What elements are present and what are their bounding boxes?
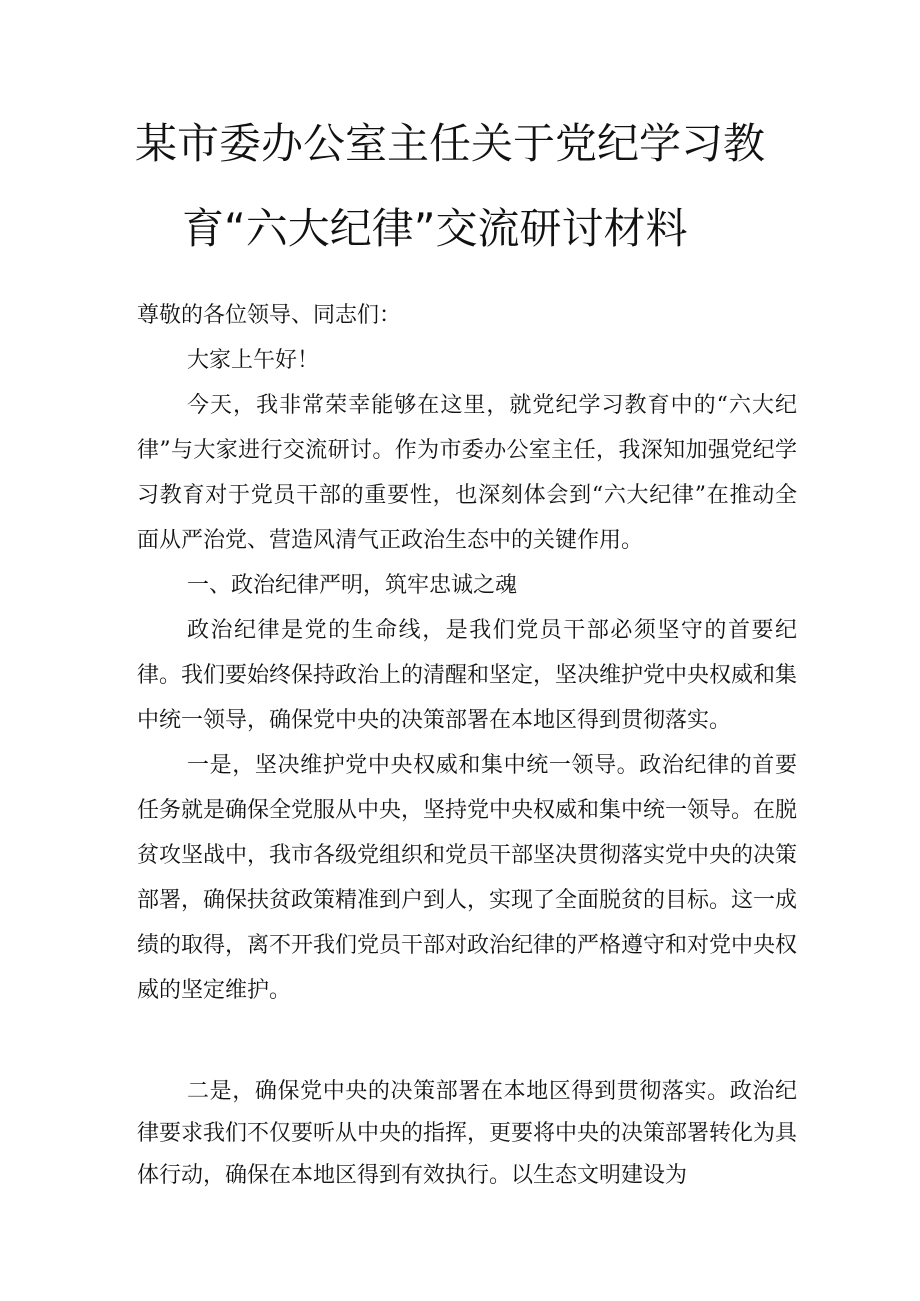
- greeting: 大家上午好！: [187, 348, 320, 373]
- salutation: 尊敬的各位领导、同志们：: [137, 303, 402, 328]
- document-body: [137, 293, 797, 1013]
- paragraph-intro: 今天，我非常荣幸能够在这里，就党纪学习教育中的“六大纪律”与大家进行交流研讨。作为市委办公室主任，我深知加强党纪学习教育对于党员干部的重要性，也深刻体会到“六大纪律”在推动全面从严治党、营造风清气正政治生态中的关键作用。: [137, 393, 797, 553]
- paragraph-point-two: 二是，确保党中央的决策部署在本地区得到贯彻落实。政治纪律要求我们不仅要听从中央的指挥，更要将中央的决策部署转化为具体行动，确保在本地区得到有效执行。以生态文明建设为: [137, 1079, 798, 1188]
- section-heading-1: 一、政治纪律严明，筑牢忠诚之魂: [187, 573, 518, 598]
- document-title-line-2: 育“六大纪律”交流研讨材料: [182, 204, 688, 253]
- document-title-line-1: 某市委办公室主任关于党纪学习教: [135, 119, 766, 168]
- paragraph-political-discipline: 政治纪律是党的生命线，是我们党员干部必须坚守的首要纪律。我们要始终保持政治上的清醒和坚定，坚决维护党中央权威和集中统一领导，确保党中央的决策部署在本地区得到贯彻落实。: [137, 618, 798, 733]
- paragraph-point-one: 一是，坚决维护党中央权威和集中统一领导。政治纪律的首要任务就是确保全党服从中央，坚持党中央权威和集中统一领导。在脱贫攻坚战中，我市各级党组织和党员干部坚决贯彻落实党中央的决策部署，确保扶贫政策精准到户到人，实现了全面脱贫的目标。这一成绩的取得，离不开我们党员干部对政治纪律的严格遵守和对党中央权威的坚定维护。: [137, 753, 798, 1003]
- document-body-continued: [137, 1071, 797, 1197]
